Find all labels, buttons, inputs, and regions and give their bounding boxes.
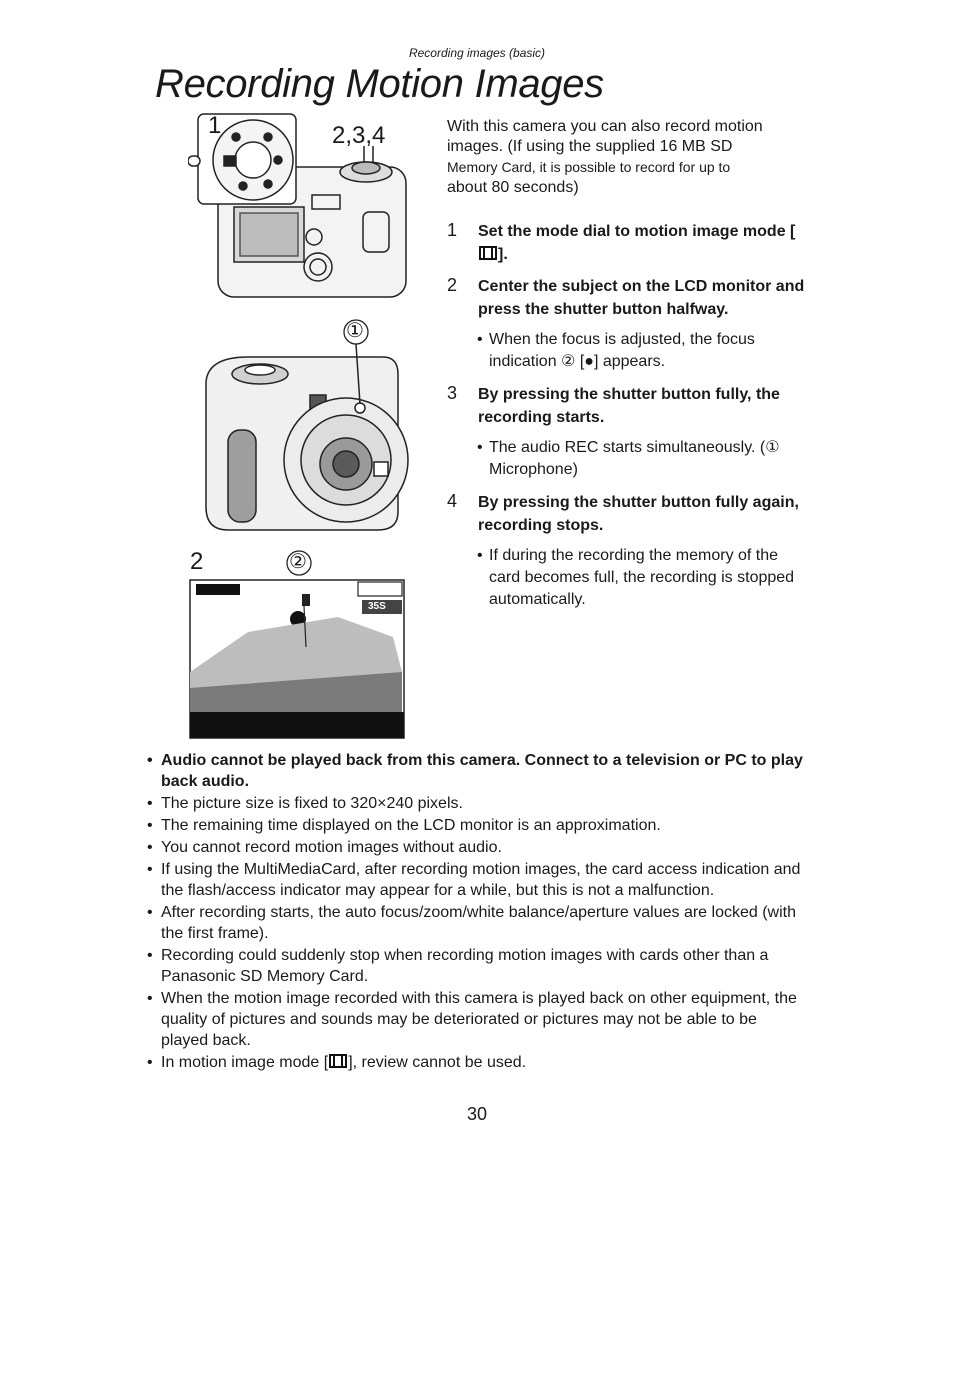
step-instruction: By pressing the shutter button fully again, recording stops. (478, 494, 799, 534)
step-3 (447, 383, 812, 481)
figure-label-step-2: 2 (190, 548, 204, 575)
notes-list (147, 750, 807, 1074)
note-text-before: In motion image mode [ (161, 1054, 329, 1071)
note-item: • The remaining time displayed on the LCD monitor is an approximation. (147, 815, 807, 836)
note-item: • Audio cannot be played back from this camera. Connect to a television or PC to play back audio. (147, 750, 807, 792)
step-2 (447, 275, 812, 373)
step-4 (447, 491, 812, 611)
motion-image-mode-icon (479, 245, 497, 261)
step-note: • The audio REC starts simultaneously. (① Microphone) (477, 437, 812, 481)
intro-line-3: Memory Card, it is possible to record for up to (447, 159, 731, 175)
running-head: Recording images (basic) (408, 46, 546, 60)
step-instruction: By pressing the shutter button fully, the recording starts. (478, 386, 780, 426)
intro-paragraph (447, 117, 807, 198)
figure-label-steps-2-3-4: 2,3,4 (332, 122, 386, 149)
note-item: • Recording could suddenly stop when recording motion images with cards other than a Panasonic SD Memory Card. (147, 945, 807, 987)
note-text-after: ], review cannot be used. (348, 1054, 527, 1071)
microphone-callout-label: ① (346, 320, 364, 342)
step-number: 1 (447, 220, 458, 240)
motion-image-mode-icon (329, 1053, 347, 1069)
step-note: • When the focus is adjusted, the focus indication ② [●] appears. (477, 329, 812, 373)
note-item: • When the motion image recorded with this camera is played back on other equipment, the quality of pictures and sounds may be deteriorated or pictures may not be able to be played back. (147, 988, 807, 1051)
step-1-text: Set the mode dial to motion image mode [ (478, 223, 796, 240)
note-item: • You cannot record motion images without audio. (147, 837, 807, 858)
page-number: 30 (466, 1104, 488, 1124)
step-1-text-after: ]. (498, 246, 508, 263)
step-instruction: Center the subject on the LCD monitor and press the shutter button halfway. (478, 278, 805, 318)
camera-front-view (206, 344, 408, 530)
page-title: Recording Motion Images (155, 62, 604, 106)
intro-line-4: about 80 seconds) (447, 179, 579, 196)
focus-indication-callout-label: ② (289, 551, 307, 573)
mode-dial-callout (188, 114, 296, 204)
procedure-steps (447, 220, 812, 611)
step-note: • If during the recording the memory of the card becomes full, the recording is stopped automatically. (477, 545, 812, 611)
camera-illustrations (188, 112, 410, 740)
note-item: • After recording starts, the auto focus/zoom/white balance/aperture values are locked (with the first frame). (147, 902, 807, 944)
note-item (147, 1052, 807, 1073)
step-number: 4 (447, 491, 458, 511)
camera-drawing (188, 112, 410, 740)
note-item: • The picture size is fixed to 320×240 pixels. (147, 793, 807, 814)
intro-line-1: With this camera you can also record motion (447, 118, 763, 135)
step-number: 3 (447, 383, 458, 403)
step-1 (447, 220, 812, 266)
note-item: • If using the MultiMediaCard, after recording motion images, the card access indication and the flash/access indicator may appear for a while, but this is not a malfunction. (147, 859, 807, 901)
step-instruction (478, 220, 812, 266)
step-number: 2 (447, 275, 458, 295)
lcd-remaining-time: 35S (368, 601, 386, 612)
intro-line-2: images. (If using the supplied 16 MB SD (447, 138, 733, 155)
figure-label-step-1: 1 (208, 112, 222, 139)
